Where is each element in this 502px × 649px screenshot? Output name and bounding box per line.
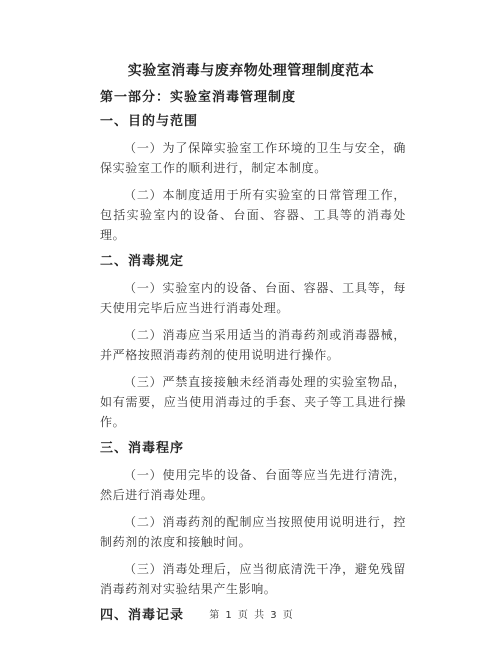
section-heading: 一、目的与范围 xyxy=(100,114,199,129)
section xyxy=(100,252,406,432)
section-heading: 二、消毒规定 xyxy=(100,254,185,269)
paragraph: （三）严禁直接接触未经消毒处理的实验室物品，如有需要，应当使用消毒过的手套、夹子等工具进行操作。 xyxy=(100,375,406,429)
paragraph: （一）使用完毕的设备、台面等应当先进行清洗，然后进行消毒处理。 xyxy=(100,468,406,502)
section-heading: 三、消毒程序 xyxy=(100,441,185,456)
paragraph: （三）消毒处理后，应当彻底清洗干净，避免残留消毒药剂对实验结果产生影响。 xyxy=(100,562,406,596)
paragraph: （二）消毒应当采用适当的消毒药剂或消毒器械，并严格按照消毒药剂的使用说明进行操作。 xyxy=(100,328,406,362)
part-heading: 第一部分：实验室消毒管理制度 xyxy=(100,90,297,105)
document-title: 实验室消毒与废弃物处理管理制度范本 xyxy=(127,63,375,79)
paragraph: （二）消毒药剂的配制应当按照使用说明进行，控制药剂的浓度和接触时间。 xyxy=(100,515,406,549)
paragraph: （二）本制度适用于所有实验室的日常管理工作，包括实验室内的设备、台面、容器、工具等的消毒处理。 xyxy=(100,188,406,242)
page-footer: 第 1 页 共 3 页 xyxy=(209,610,293,621)
paragraph: （一）实验室内的设备、台面、容器、工具等，每天使用完毕后应当进行消毒处理。 xyxy=(100,281,406,315)
paragraph: （一）为了保障实验室工作环境的卫生与安全，确保实验室工作的顺利进行，制定本制度。 xyxy=(100,141,406,175)
section xyxy=(100,112,406,245)
document-body xyxy=(100,112,406,632)
section-heading: 四、消毒记录 xyxy=(100,608,185,623)
section xyxy=(100,439,406,599)
